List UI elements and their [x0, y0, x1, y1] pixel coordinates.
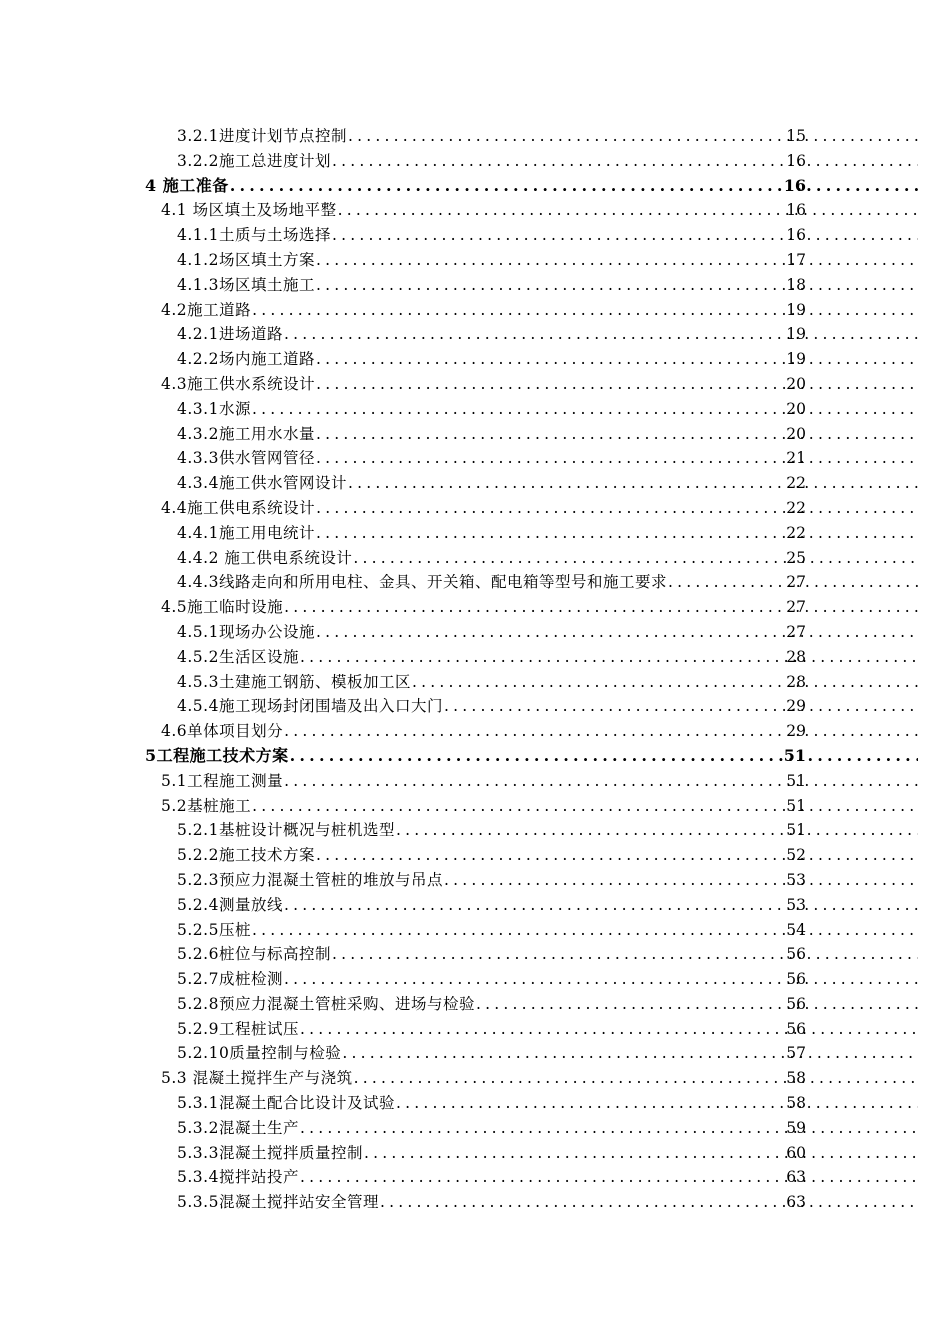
toc-entry-page-number: 22 — [786, 498, 806, 517]
dot-leader — [396, 1091, 918, 1116]
toc-entry[interactable] — [0, 298, 950, 323]
toc-entry[interactable] — [0, 942, 950, 967]
dot-leader — [316, 620, 918, 645]
toc-entry-page-number: 59 — [786, 1118, 806, 1137]
toc-entry[interactable] — [0, 769, 950, 794]
toc-entry-label: 5.3.2混凝土生产 — [177, 1118, 299, 1137]
toc-entry[interactable] — [0, 868, 950, 893]
toc-entry-page-number: 58 — [786, 1094, 806, 1113]
toc-entry[interactable] — [0, 496, 950, 521]
toc-entry-label: 4.3.2施工用水水量 — [177, 424, 315, 443]
toc-entry[interactable] — [0, 223, 950, 248]
toc-entry-page-number: 16 — [783, 175, 806, 195]
toc-entry[interactable] — [0, 174, 950, 199]
toc-entry[interactable] — [0, 248, 950, 273]
toc-entry-label: 4.2.1进场道路 — [177, 325, 283, 344]
dot-leader — [284, 769, 918, 794]
toc-entry[interactable] — [0, 794, 950, 819]
toc-entry-page-number: 16 — [786, 201, 806, 220]
toc-entry-page-number: 56 — [786, 994, 806, 1013]
toc-entry[interactable] — [0, 198, 950, 223]
dot-leader — [332, 942, 918, 967]
toc-entry-label: 4.1.3场区填土施工 — [177, 275, 315, 294]
dot-leader — [412, 670, 918, 695]
dot-leader — [284, 595, 918, 620]
toc-entry[interactable] — [0, 595, 950, 620]
dot-leader — [300, 1116, 918, 1141]
toc-entry-page-number: 29 — [786, 722, 806, 741]
dot-leader — [300, 1165, 918, 1190]
dot-leader — [342, 1041, 918, 1066]
dot-leader — [316, 843, 918, 868]
toc-entry[interactable] — [0, 843, 950, 868]
toc-entry-label: 5.3 混凝土搅拌生产与浇筑 — [161, 1069, 353, 1088]
toc-entry[interactable] — [0, 818, 950, 843]
toc-entry-page-number: 28 — [786, 672, 806, 691]
toc-entry-label: 5.3.4搅拌站投产 — [177, 1168, 299, 1187]
toc-entry[interactable] — [0, 1116, 950, 1141]
toc-entry[interactable] — [0, 1190, 950, 1215]
dot-leader — [252, 298, 918, 323]
dot-leader — [316, 248, 918, 273]
toc-entry-label: 5.2.9工程桩试压 — [177, 1019, 299, 1038]
toc-entry-label: 4.2施工道路 — [161, 300, 252, 319]
dot-leader — [252, 397, 918, 422]
toc-entry-page-number: 19 — [786, 325, 806, 344]
dot-leader — [290, 744, 918, 769]
toc-entry-page-number: 56 — [786, 945, 806, 964]
toc-entry-page-number: 27 — [786, 598, 806, 617]
toc-entry[interactable] — [0, 670, 950, 695]
dot-leader — [354, 1066, 918, 1091]
toc-entry-page-number: 22 — [786, 523, 806, 542]
toc-entry-page-number: 54 — [786, 920, 806, 939]
toc-entry-label: 5.2.2施工技术方案 — [177, 846, 315, 865]
dot-leader — [444, 868, 918, 893]
toc-entry-page-number: 20 — [786, 424, 806, 443]
toc-entry-label: 5.3.1混凝土配合比设计及试验 — [177, 1094, 395, 1113]
dot-leader — [284, 322, 918, 347]
toc-entry-label: 5.2.3预应力混凝土管桩的堆放与吊点 — [177, 870, 443, 889]
toc-entry-label: 5.2.4测量放线 — [177, 895, 283, 914]
dot-leader — [380, 1190, 918, 1215]
toc-entry[interactable] — [0, 918, 950, 943]
toc-entry-page-number: 56 — [786, 970, 806, 989]
toc-entry-label: 5.3.3混凝土搅拌质量控制 — [177, 1143, 363, 1162]
toc-entry[interactable] — [0, 273, 950, 298]
toc-entry-label: 4.1.1土质与土场选择 — [177, 226, 331, 245]
toc-entry-page-number: 63 — [786, 1193, 806, 1212]
toc-entry-page-number: 60 — [786, 1143, 806, 1162]
toc-entry-label: 5.2.5压桩 — [177, 920, 251, 939]
toc-entry[interactable] — [0, 992, 950, 1017]
toc-entry[interactable] — [0, 1141, 950, 1166]
dot-leader — [316, 372, 918, 397]
toc-entry-page-number: 58 — [786, 1069, 806, 1088]
toc-entry-label: 5工程施工技术方案 — [145, 745, 289, 765]
toc-entry-label: 4.4.3线路走向和所用电柱、金具、开关箱、配电箱等型号和施工要求 — [177, 573, 667, 592]
toc-entry-label: 4.4施工供电系统设计 — [161, 498, 316, 517]
dot-leader — [396, 818, 918, 843]
toc-entry[interactable] — [0, 347, 950, 372]
toc-entry-page-number: 63 — [786, 1168, 806, 1187]
dot-leader — [252, 794, 918, 819]
dot-leader — [476, 992, 918, 1017]
toc-entry-label: 4.5.1现场办公设施 — [177, 622, 315, 641]
toc-entry-page-number: 20 — [786, 374, 806, 393]
table-of-contents — [0, 124, 950, 1215]
toc-entry-label: 4.6单体项目划分 — [161, 722, 284, 741]
toc-entry[interactable] — [0, 694, 950, 719]
toc-entry[interactable] — [0, 1165, 950, 1190]
toc-entry[interactable] — [0, 1066, 950, 1091]
dot-leader — [316, 496, 918, 521]
toc-entry-label: 4.1.2场区填土方案 — [177, 250, 315, 269]
toc-entry-label: 4.5施工临时设施 — [161, 598, 284, 617]
dot-leader — [444, 694, 918, 719]
toc-entry-page-number: 57 — [786, 1044, 806, 1063]
toc-entry[interactable] — [0, 719, 950, 744]
toc-entry-page-number: 18 — [786, 275, 806, 294]
toc-entry-page-number: 16 — [786, 151, 806, 170]
toc-entry-label: 4.5.2生活区设施 — [177, 647, 299, 666]
toc-entry-label: 4.1 场区填土及场地平整 — [161, 201, 337, 220]
toc-entry[interactable] — [0, 446, 950, 471]
toc-entry-page-number: 16 — [786, 226, 806, 245]
toc-entry-page-number: 25 — [786, 548, 806, 567]
dot-leader — [316, 521, 918, 546]
toc-entry-page-number: 17 — [786, 250, 806, 269]
toc-entry-page-number: 27 — [786, 622, 806, 641]
toc-entry-label: 4.5.4施工现场封闭围墙及出入口大门 — [177, 697, 443, 716]
toc-entry[interactable] — [0, 124, 950, 149]
toc-entry-page-number: 27 — [786, 573, 806, 592]
toc-entry[interactable] — [0, 744, 950, 769]
dot-leader — [364, 1141, 918, 1166]
dot-leader — [230, 174, 918, 199]
toc-entry[interactable] — [0, 397, 950, 422]
toc-entry-page-number: 28 — [786, 647, 806, 666]
toc-entry[interactable] — [0, 893, 950, 918]
toc-entry[interactable] — [0, 570, 950, 595]
toc-entry-page-number: 52 — [786, 846, 806, 865]
toc-entry-label: 4.2.2场内施工道路 — [177, 350, 315, 369]
toc-entry-page-number: 56 — [786, 1019, 806, 1038]
dot-leader — [316, 347, 918, 372]
toc-entry-label: 5.2.7成桩检测 — [177, 970, 283, 989]
dot-leader — [284, 967, 918, 992]
toc-entry-page-number: 53 — [786, 895, 806, 914]
toc-entry-label: 3.2.1进度计划节点控制 — [177, 127, 347, 145]
toc-entry[interactable] — [0, 149, 950, 174]
toc-entry-label: 5.2.6桩位与标高控制 — [177, 945, 331, 964]
dot-leader — [284, 719, 918, 744]
toc-entry[interactable] — [0, 1017, 950, 1042]
toc-entry[interactable] — [0, 322, 950, 347]
toc-entry[interactable] — [0, 521, 950, 546]
dot-leader — [332, 149, 918, 174]
dot-leader — [300, 645, 918, 670]
dot-leader — [284, 893, 918, 918]
toc-entry[interactable] — [0, 471, 950, 496]
toc-entry-page-number: 22 — [786, 474, 806, 493]
dot-leader — [316, 422, 918, 447]
toc-entry[interactable] — [0, 1091, 950, 1116]
dot-leader — [316, 273, 918, 298]
toc-entry-label: 4.4.1施工用电统计 — [177, 523, 315, 542]
toc-entry-page-number: 51 — [783, 745, 806, 765]
toc-entry-page-number: 19 — [786, 300, 806, 319]
toc-entry-label: 4.3.1水源 — [177, 399, 251, 418]
toc-entry-label: 4.4.2 施工供电系统设计 — [177, 548, 353, 567]
toc-entry-page-number: 20 — [786, 399, 806, 418]
dot-leader — [348, 471, 918, 496]
toc-entry-label: 5.3.5混凝土搅拌站安全管理 — [177, 1193, 379, 1212]
toc-entry[interactable] — [0, 372, 950, 397]
dot-leader — [300, 1017, 918, 1042]
toc-entry[interactable] — [0, 1041, 950, 1066]
toc-entry-label: 4.3.4施工供水管网设计 — [177, 474, 347, 493]
toc-entry-page-number: 51 — [786, 771, 806, 790]
dot-leader — [348, 124, 918, 149]
toc-entry-label: 5.2基桩施工 — [161, 796, 252, 815]
toc-entry-label: 5.2.1基桩设计概况与桩机选型 — [177, 821, 395, 840]
toc-entry-page-number: 21 — [786, 449, 806, 468]
toc-entry[interactable] — [0, 645, 950, 670]
dot-leader — [353, 546, 918, 571]
toc-entry-page-number: 51 — [786, 796, 806, 815]
toc-entry-label: 4 施工准备 — [145, 175, 229, 195]
toc-entry-label: 3.2.2施工总进度计划 — [177, 151, 331, 170]
toc-entry[interactable] — [0, 422, 950, 447]
dot-leader — [316, 446, 918, 471]
toc-entry-page-number: 15 — [786, 127, 806, 145]
toc-entry-page-number: 19 — [786, 350, 806, 369]
dot-leader — [252, 918, 918, 943]
toc-entry[interactable] — [0, 546, 950, 571]
toc-entry-label: 4.3.3供水管网管径 — [177, 449, 315, 468]
toc-entry-label: 4.5.3土建施工钢筋、模板加工区 — [177, 672, 411, 691]
toc-entry[interactable] — [0, 967, 950, 992]
toc-entry-page-number: 53 — [786, 870, 806, 889]
dot-leader — [338, 198, 918, 223]
toc-entry-page-number: 29 — [786, 697, 806, 716]
toc-entry[interactable] — [0, 620, 950, 645]
toc-entry-label: 4.3施工供水系统设计 — [161, 374, 316, 393]
toc-entry-label: 5.1工程施工测量 — [161, 771, 284, 790]
toc-entry-page-number: 51 — [786, 821, 806, 840]
toc-entry-label: 5.2.8预应力混凝土管桩采购、进场与检验 — [177, 994, 475, 1013]
toc-entry-label: 5.2.10质量控制与检验 — [177, 1044, 342, 1063]
dot-leader — [332, 223, 918, 248]
